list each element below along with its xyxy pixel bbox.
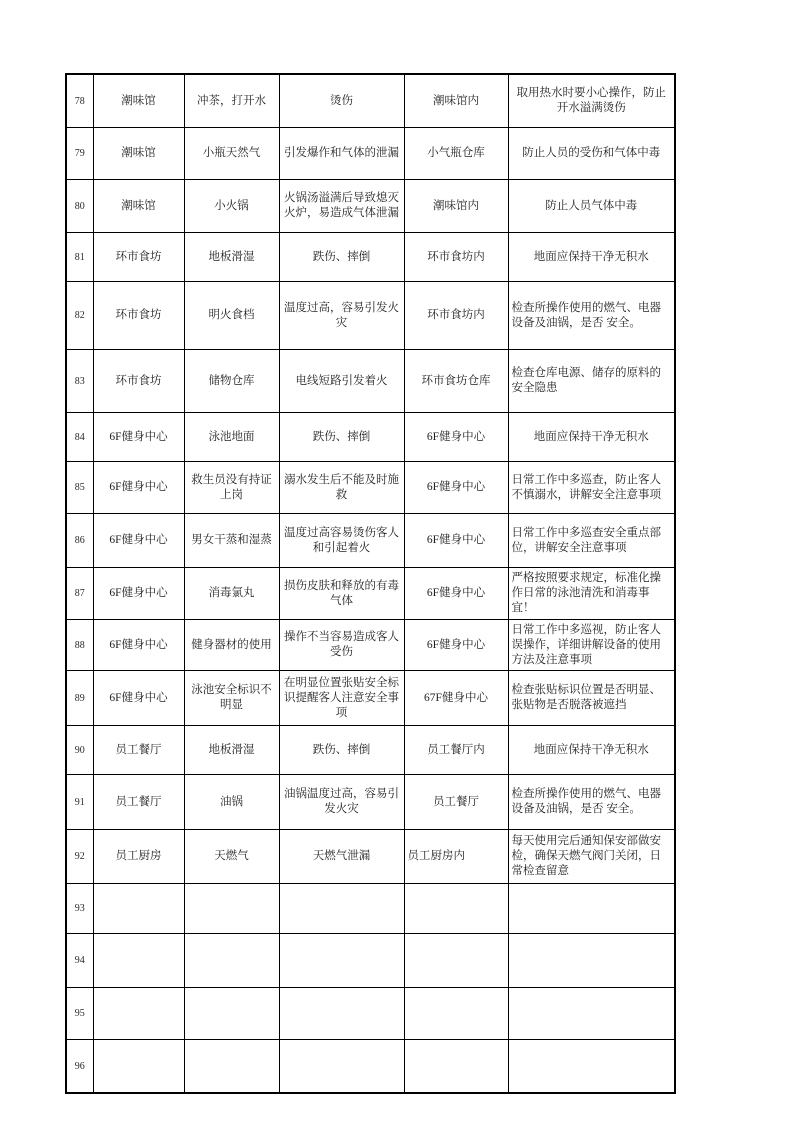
measure-cell: 检查张贴标识位置是否明显、张贴物是否脱落被遮挡 — [508, 671, 675, 726]
table-row — [66, 775, 675, 830]
area-cell: 6F健身中心 — [404, 462, 508, 514]
location-cell: 潮味馆 — [93, 180, 184, 233]
row-number-cell: 96 — [66, 1040, 93, 1094]
risk-description-cell: 烫伤 — [279, 74, 404, 128]
table-row — [66, 462, 675, 514]
area-cell: 员工厨房内 — [404, 830, 508, 884]
area-cell: 环市食坊内 — [404, 233, 508, 282]
hazard-item-cell: 救生员没有持证上岗 — [184, 462, 279, 514]
area-cell: 环市食坊仓库 — [404, 350, 508, 413]
hazard-item-cell: 储物仓库 — [184, 350, 279, 413]
safety-hazard-table — [65, 73, 676, 1094]
hazard-item-cell: 健身器材的使用 — [184, 620, 279, 671]
measure-cell: 严格按照要求规定，标准化操作日常的泳池清洗和消毒事宜！ — [508, 568, 675, 620]
table-row — [66, 934, 675, 988]
risk-description-cell: 电线短路引发着火 — [279, 350, 404, 413]
row-number-cell: 83 — [66, 350, 93, 413]
hazard-item-cell: 明火食档 — [184, 282, 279, 350]
table-row — [66, 620, 675, 671]
table-row — [66, 830, 675, 884]
risk-description-cell — [279, 1040, 404, 1094]
risk-description-cell: 跌伤、摔倒 — [279, 726, 404, 775]
hazard-item-cell: 男女干蒸和湿蒸 — [184, 514, 279, 568]
row-number-cell: 92 — [66, 830, 93, 884]
row-number-cell: 91 — [66, 775, 93, 830]
risk-description-cell: 引发爆作和气体的泄漏 — [279, 128, 404, 180]
row-number-cell: 81 — [66, 233, 93, 282]
location-cell: 6F健身中心 — [93, 514, 184, 568]
hazard-item-cell: 冲茶，打开水 — [184, 74, 279, 128]
location-cell: 6F健身中心 — [93, 462, 184, 514]
location-cell: 潮味馆 — [93, 74, 184, 128]
location-cell: 6F健身中心 — [93, 671, 184, 726]
row-number-cell: 95 — [66, 988, 93, 1040]
hazard-item-cell — [184, 884, 279, 934]
area-cell: 员工餐厅内 — [404, 726, 508, 775]
hazard-item-cell: 泳池地面 — [184, 413, 279, 462]
location-cell: 6F健身中心 — [93, 620, 184, 671]
hazard-item-cell: 地板滑湿 — [184, 233, 279, 282]
table-row — [66, 180, 675, 233]
area-cell — [404, 988, 508, 1040]
risk-description-cell: 火锅汤溢满后导致熄灭火炉，易造成气体泄漏 — [279, 180, 404, 233]
location-cell — [93, 988, 184, 1040]
hazard-item-cell — [184, 1040, 279, 1094]
hazard-item-cell: 小火锅 — [184, 180, 279, 233]
measure-cell — [508, 884, 675, 934]
area-cell: 6F健身中心 — [404, 514, 508, 568]
measure-cell: 防止人员气体中毒 — [508, 180, 675, 233]
row-number-cell: 88 — [66, 620, 93, 671]
measure-cell: 日常工作中多巡查，防止客人不慎溺水，讲解安全注意事项 — [508, 462, 675, 514]
hazard-item-cell: 天燃气 — [184, 830, 279, 884]
location-cell: 潮味馆 — [93, 128, 184, 180]
location-cell: 员工餐厅 — [93, 775, 184, 830]
row-number-cell: 86 — [66, 514, 93, 568]
table-row — [66, 350, 675, 413]
row-number-cell: 89 — [66, 671, 93, 726]
row-number-cell: 84 — [66, 413, 93, 462]
area-cell — [404, 934, 508, 988]
area-cell: 6F健身中心 — [404, 620, 508, 671]
row-number-cell: 78 — [66, 74, 93, 128]
hazard-item-cell: 泳池安全标识不明显 — [184, 671, 279, 726]
risk-description-cell: 在明显位置张贴安全标识提醒客人注意安全事项 — [279, 671, 404, 726]
measure-cell: 地面应保持干净无积水 — [508, 726, 675, 775]
table-row — [66, 282, 675, 350]
row-number-cell: 82 — [66, 282, 93, 350]
risk-description-cell: 温度过高，容易引发火灾 — [279, 282, 404, 350]
row-number-cell: 80 — [66, 180, 93, 233]
location-cell: 员工厨房 — [93, 830, 184, 884]
risk-description-cell — [279, 988, 404, 1040]
table-row — [66, 128, 675, 180]
measure-cell: 取用热水时要小心操作，防止开水溢满烫伤 — [508, 74, 675, 128]
location-cell: 6F健身中心 — [93, 568, 184, 620]
row-number-cell: 79 — [66, 128, 93, 180]
row-number-cell: 90 — [66, 726, 93, 775]
table-row — [66, 74, 675, 128]
row-number-cell: 87 — [66, 568, 93, 620]
table-row — [66, 671, 675, 726]
hazard-item-cell — [184, 934, 279, 988]
measure-cell: 日常工作中多巡查安全重点部位，讲解安全注意事项 — [508, 514, 675, 568]
row-number-cell: 85 — [66, 462, 93, 514]
hazard-item-cell: 油锅 — [184, 775, 279, 830]
risk-description-cell — [279, 934, 404, 988]
hazard-item-cell: 地板滑湿 — [184, 726, 279, 775]
area-cell: 67F健身中心 — [404, 671, 508, 726]
risk-description-cell: 天燃气泄漏 — [279, 830, 404, 884]
table-body — [66, 74, 675, 1093]
measure-cell: 检查仓库电源、储存的原料的安全隐患 — [508, 350, 675, 413]
measure-cell: 检查所操作使用的燃气、电器设备及油锅，是否 安全。 — [508, 282, 675, 350]
table-row — [66, 726, 675, 775]
area-cell: 环市食坊内 — [404, 282, 508, 350]
table-row — [66, 413, 675, 462]
table-row — [66, 988, 675, 1040]
measure-cell — [508, 1040, 675, 1094]
location-cell: 6F健身中心 — [93, 413, 184, 462]
area-cell: 潮味馆内 — [404, 180, 508, 233]
area-cell: 小气瓶仓库 — [404, 128, 508, 180]
risk-description-cell: 温度过高容易烫伤客人和引起着火 — [279, 514, 404, 568]
location-cell: 环市食坊 — [93, 282, 184, 350]
location-cell — [93, 1040, 184, 1094]
hazard-item-cell — [184, 988, 279, 1040]
location-cell: 员工餐厅 — [93, 726, 184, 775]
risk-description-cell: 油锅温度过高，容易引发火灾 — [279, 775, 404, 830]
area-cell — [404, 884, 508, 934]
measure-cell: 地面应保持干净无积水 — [508, 413, 675, 462]
area-cell: 员工餐厅 — [404, 775, 508, 830]
location-cell — [93, 934, 184, 988]
area-cell — [404, 1040, 508, 1094]
risk-description-cell: 操作不当容易造成客人受伤 — [279, 620, 404, 671]
risk-description-cell: 溺水发生后不能及时施救 — [279, 462, 404, 514]
risk-description-cell: 跌伤、摔倒 — [279, 413, 404, 462]
risk-description-cell: 跌伤、摔倒 — [279, 233, 404, 282]
measure-cell: 日常工作中多巡视，防止客人误操作，详细讲解设备的使用方法及注意事项 — [508, 620, 675, 671]
measure-cell: 检查所操作使用的燃气、电器设备及油锅，是否 安全。 — [508, 775, 675, 830]
row-number-cell: 94 — [66, 934, 93, 988]
measure-cell: 防止人员的受伤和气体中毒 — [508, 128, 675, 180]
hazard-item-cell: 消毒氯丸 — [184, 568, 279, 620]
location-cell: 环市食坊 — [93, 350, 184, 413]
hazard-item-cell: 小瓶天然气 — [184, 128, 279, 180]
risk-description-cell: 损伤皮肤和释放的有毒气体 — [279, 568, 404, 620]
measure-cell: 地面应保持干净无积水 — [508, 233, 675, 282]
table-row — [66, 514, 675, 568]
area-cell: 6F健身中心 — [404, 413, 508, 462]
table-row — [66, 568, 675, 620]
table-row — [66, 233, 675, 282]
location-cell — [93, 884, 184, 934]
measure-cell — [508, 934, 675, 988]
location-cell: 环市食坊 — [93, 233, 184, 282]
table-row — [66, 1040, 675, 1094]
measure-cell: 每天使用完后通知保安部做安检，确保天燃气阀门关闭，日常检查留意 — [508, 830, 675, 884]
measure-cell — [508, 988, 675, 1040]
row-number-cell: 93 — [66, 884, 93, 934]
area-cell: 潮味馆内 — [404, 74, 508, 128]
table-row — [66, 884, 675, 934]
area-cell: 6F健身中心 — [404, 568, 508, 620]
risk-description-cell — [279, 884, 404, 934]
